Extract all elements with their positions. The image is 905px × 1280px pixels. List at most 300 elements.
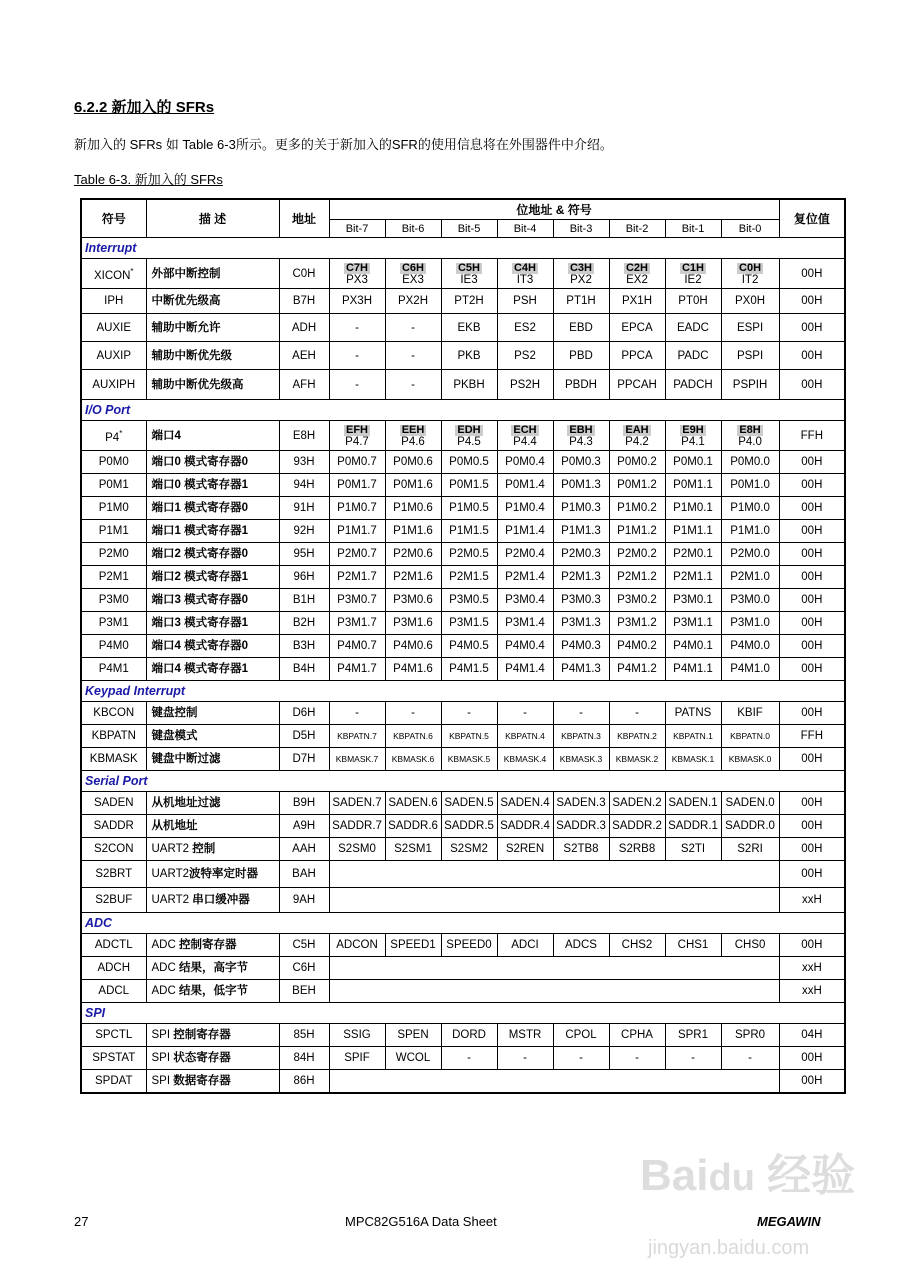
register-addr: 95H (279, 543, 329, 566)
table-row (81, 474, 845, 497)
bit-name: P1M0.3 (561, 502, 601, 514)
register-symbol (81, 1070, 146, 1093)
bit-cell (665, 370, 721, 400)
bit-name: CPHA (621, 1029, 653, 1041)
intro-paragraph: 新加入的 SFRs 如 Table 6-3所示。更多的关于新加入的SFR的使用信息将在外围器件中介绍。 (74, 137, 613, 152)
bit-cell (553, 289, 609, 314)
register-addr: D7H (279, 748, 329, 771)
bit-cell (441, 748, 497, 771)
symbol-text: P2M0 (98, 548, 129, 560)
bit-name: IE2 (684, 273, 702, 286)
bit-cell (665, 314, 721, 342)
bit-name: P3M1.6 (393, 617, 433, 629)
bit-cell (553, 1047, 609, 1070)
bit-name: - (635, 1052, 639, 1064)
bit-name: SADDR.6 (388, 820, 438, 832)
bit-name: - (748, 1052, 752, 1064)
bit-cell (441, 612, 497, 635)
reset-value: 00H (779, 658, 845, 681)
bit-name: PADCH (673, 378, 713, 391)
desc-text: 端口2 模式寄存器1 (151, 571, 248, 583)
bit-name: - (523, 1052, 527, 1064)
header-bit: Bit-7 (329, 220, 385, 238)
bit-cell (385, 370, 441, 400)
desc-prefix: ADC (151, 939, 179, 951)
footer-brand: MEGAWIN (757, 1214, 821, 1229)
page-number: 27 (74, 1214, 89, 1229)
bit-cell (553, 589, 609, 612)
register-desc (146, 543, 279, 566)
bit-cell (609, 259, 665, 289)
bit-cell (721, 370, 779, 400)
bit-cell (553, 474, 609, 497)
bit-name: - (355, 707, 359, 719)
bit-address: EFH (346, 423, 368, 436)
register-addr: C5H (279, 934, 329, 957)
header-bit: Bit-5 (441, 220, 497, 238)
bit-cell (609, 497, 665, 520)
desc-text: 结果，高字节 (178, 962, 248, 974)
bit-cell (721, 815, 779, 838)
bit-name: KBMASK.6 (391, 754, 435, 764)
bit-cell (497, 566, 553, 589)
bit-name: P1M0.6 (393, 502, 433, 514)
bit-address: E8H (739, 423, 761, 436)
bit-cell (329, 370, 385, 400)
desc-text: 辅助中断优先级高 (151, 378, 244, 391)
reset-value: 00H (779, 451, 845, 474)
bit-name: CHS2 (621, 939, 653, 951)
bit-cell (665, 838, 721, 861)
register-addr: B4H (279, 658, 329, 681)
bit-cell (497, 838, 553, 861)
bit-cell (385, 815, 441, 838)
bit-cell (609, 702, 665, 725)
bit-cell (553, 815, 609, 838)
register-symbol (81, 815, 146, 838)
bit-cell (553, 259, 609, 289)
bit-name: P2M1.0 (730, 571, 770, 583)
bit-cell (721, 934, 779, 957)
bit-name: KBIF (737, 707, 763, 719)
bit-cell (721, 289, 779, 314)
bit-cell (609, 289, 665, 314)
register-symbol (81, 543, 146, 566)
bit-name: IE3 (460, 273, 478, 286)
symbol-text: P0M0 (98, 456, 129, 468)
bit-cell (497, 314, 553, 342)
bit-cell (553, 725, 609, 748)
bit-name: PKB (457, 349, 481, 362)
desc-prefix: UART2 (151, 843, 193, 855)
table-row (81, 1024, 845, 1047)
bit-cell (329, 421, 385, 451)
bit-name: P4.0 (738, 435, 762, 448)
reset-value: 00H (779, 1047, 845, 1070)
register-desc (146, 792, 279, 815)
bit-cell (329, 838, 385, 861)
symbol-footnote: * (119, 428, 123, 438)
bit-cell (385, 1024, 441, 1047)
register-addr: 84H (279, 1047, 329, 1070)
bit-cell (721, 1024, 779, 1047)
bit-cell (329, 259, 385, 289)
register-addr: 91H (279, 497, 329, 520)
register-symbol (81, 934, 146, 957)
bit-cell (609, 1047, 665, 1070)
reset-value: xxH (779, 957, 845, 980)
desc-text: 键盘中断过滤 (151, 753, 221, 765)
bit-name: PT1H (566, 295, 596, 307)
bit-name: P3M0.1 (673, 594, 713, 606)
bit-cell (441, 1024, 497, 1047)
bit-cell (553, 838, 609, 861)
bit-name: P1M0.7 (337, 502, 377, 514)
bit-cell (665, 566, 721, 589)
register-desc (146, 815, 279, 838)
register-addr: ADH (279, 314, 329, 342)
symbol-text: P1M0 (98, 502, 129, 514)
bit-cell (609, 451, 665, 474)
register-symbol (81, 1047, 146, 1070)
bit-cell (721, 589, 779, 612)
bit-name: P3M0.6 (393, 594, 433, 606)
desc-text: 控制寄存器 (173, 1029, 231, 1041)
bit-cell (553, 451, 609, 474)
bit-name: P0M0.5 (449, 456, 489, 468)
bit-name: P2M1.5 (449, 571, 489, 583)
bit-cell (385, 702, 441, 725)
bit-name: P4M1.4 (505, 663, 545, 675)
symbol-footnote: * (130, 266, 134, 276)
bit-cell (441, 838, 497, 861)
bit-name: KBPATN.7 (337, 731, 377, 741)
bit-cell (441, 259, 497, 289)
bit-name: - (355, 349, 359, 362)
bit-cell (553, 658, 609, 681)
bit-cell (497, 289, 553, 314)
register-desc (146, 888, 279, 913)
symbol-text: P3M0 (98, 594, 129, 606)
bit-cell (497, 702, 553, 725)
desc-text: 键盘控制 (151, 707, 198, 719)
desc-text: 端口4 (151, 429, 181, 442)
table-row (81, 792, 845, 815)
section-title: ADC (81, 913, 845, 934)
bit-name: PT2H (454, 295, 484, 307)
bit-name: P1M1.6 (393, 525, 433, 537)
bit-name: ES2 (514, 321, 536, 334)
reset-value: 00H (779, 838, 845, 861)
reset-value: 00H (779, 520, 845, 543)
symbol-text: P2M1 (98, 571, 129, 583)
bit-name: P4M1.7 (337, 663, 377, 675)
bit-address: ECH (513, 423, 537, 436)
bit-name: SADEN.3 (556, 797, 606, 809)
bit-cell (329, 589, 385, 612)
bit-cell (497, 543, 553, 566)
bit-cell (721, 792, 779, 815)
register-addr: D6H (279, 702, 329, 725)
bit-cell (385, 748, 441, 771)
bit-name: S2TI (680, 843, 706, 855)
bit-cell (441, 520, 497, 543)
bit-cell (721, 314, 779, 342)
bit-address: E9H (682, 423, 704, 436)
bit-cell (609, 838, 665, 861)
bit-cell (329, 566, 385, 589)
bit-cell (553, 702, 609, 725)
bit-name: P3M0.4 (505, 594, 545, 606)
bit-name: P1M1.4 (505, 525, 545, 537)
bit-address: EBH (569, 423, 593, 436)
symbol-text: P4M0 (98, 640, 129, 652)
desc-text: 辅助中断优先级 (151, 349, 232, 362)
bit-cell (721, 612, 779, 635)
register-symbol (81, 888, 146, 913)
register-desc (146, 259, 279, 289)
bit-name: SADDR.0 (725, 820, 775, 832)
reset-value: 00H (779, 289, 845, 314)
bit-name: P2M0.1 (673, 548, 713, 560)
bit-name: PSH (513, 295, 537, 307)
table-caption: Table 6-3. 新加入的 SFRs (74, 172, 223, 187)
bit-cell (665, 259, 721, 289)
bit-name: PADC (677, 349, 709, 362)
bit-name: P4M0.4 (505, 640, 545, 652)
register-addr: B2H (279, 612, 329, 635)
bit-name: P4.1 (681, 435, 705, 448)
bit-name: - (411, 321, 415, 334)
bit-name: SPEN (397, 1029, 429, 1041)
bit-name: SPEED1 (390, 939, 436, 951)
bit-name: P4.3 (569, 435, 593, 448)
table-row (81, 589, 845, 612)
section-title: SPI (81, 1003, 845, 1024)
bit-cell (329, 474, 385, 497)
bit-cell (329, 543, 385, 566)
register-desc (146, 589, 279, 612)
header-bit: Bit-4 (497, 220, 553, 238)
bit-name: P4.5 (457, 435, 481, 448)
desc-text: 数据寄存器 (173, 1074, 231, 1087)
bits-empty (329, 957, 779, 980)
bit-name: P3M1.0 (730, 617, 770, 629)
bit-name: - (467, 1052, 471, 1064)
bit-name: KBPATN.5 (449, 731, 489, 741)
header-bit: Bit-6 (385, 220, 441, 238)
bit-name: SPEED0 (446, 939, 492, 951)
bit-address: C6H (401, 261, 424, 274)
reset-value: 00H (779, 566, 845, 589)
bit-name: PSPIH (732, 378, 768, 391)
bit-name: P0M0.7 (337, 456, 377, 468)
register-symbol (81, 725, 146, 748)
bit-cell (385, 259, 441, 289)
register-symbol (81, 748, 146, 771)
bit-name: MSTR (508, 1029, 542, 1041)
bit-address: EEH (401, 423, 425, 436)
reset-value: 00H (779, 861, 845, 888)
bit-name: EX2 (626, 273, 648, 286)
symbol-text: AUXIPH (92, 378, 136, 391)
register-symbol (81, 370, 146, 400)
bit-name: P1M0.0 (730, 502, 770, 514)
symbol-text: KBCON (93, 707, 135, 719)
bit-cell (721, 421, 779, 451)
desc-text: 端口3 模式寄存器1 (151, 617, 248, 629)
register-addr: AFH (279, 370, 329, 400)
bit-name: EBD (569, 321, 593, 334)
bit-name: P4M0.5 (449, 640, 489, 652)
desc-text: 外部中断控制 (151, 267, 221, 280)
bit-address: C7H (345, 261, 368, 274)
bit-name: P2M1.3 (561, 571, 601, 583)
symbol-text: S2BUF (95, 894, 133, 906)
bit-name: ADCON (336, 939, 378, 951)
bit-name: P1M1.2 (617, 525, 657, 537)
bit-name: P4M1.6 (393, 663, 433, 675)
bit-name: P2M1.7 (337, 571, 377, 583)
reset-value: 00H (779, 370, 845, 400)
symbol-text: SPDAT (95, 1074, 133, 1087)
bit-cell (441, 658, 497, 681)
bit-name: P4M1.2 (617, 663, 657, 675)
bit-name: P1M1.7 (337, 525, 377, 537)
bit-cell (497, 474, 553, 497)
bit-cell (385, 658, 441, 681)
bit-cell (441, 635, 497, 658)
bit-cell (441, 725, 497, 748)
section-title: Keypad Interrupt (81, 681, 845, 702)
register-desc (146, 342, 279, 370)
table-row (81, 861, 845, 888)
bit-cell (609, 520, 665, 543)
register-desc (146, 566, 279, 589)
bit-name: P4M0.0 (730, 640, 770, 652)
register-addr: AEH (279, 342, 329, 370)
bit-cell (553, 748, 609, 771)
table-row (81, 934, 845, 957)
bit-cell (665, 1024, 721, 1047)
symbol-text: SADEN (93, 797, 134, 809)
bit-name: - (411, 349, 415, 362)
bit-name: KBMASK.5 (447, 754, 491, 764)
section-row (81, 913, 845, 934)
header-bit: Bit-3 (553, 220, 609, 238)
symbol-text: KBPATN (91, 730, 136, 742)
bit-name: - (635, 707, 639, 719)
desc-prefix: SPI (151, 1052, 174, 1064)
bit-name: KBPATN.1 (673, 731, 713, 741)
table-row (81, 1047, 845, 1070)
register-addr: B1H (279, 589, 329, 612)
bit-cell (329, 289, 385, 314)
bit-cell (665, 635, 721, 658)
bit-name: SPR0 (735, 1029, 766, 1041)
bit-address: C0H (739, 261, 762, 274)
bit-cell (497, 635, 553, 658)
bit-name: PATNS (674, 707, 712, 719)
bit-cell (385, 566, 441, 589)
bit-name: P3M1.3 (561, 617, 601, 629)
bit-cell (721, 451, 779, 474)
section-title: I/O Port (81, 400, 845, 421)
bit-name: P2M0.5 (449, 548, 489, 560)
bit-cell (553, 314, 609, 342)
register-desc (146, 725, 279, 748)
bit-name: KBMASK.3 (559, 754, 603, 764)
desc-prefix: UART2 (151, 868, 189, 880)
table-row (81, 957, 845, 980)
bit-name: P0M0.6 (393, 456, 433, 468)
bit-name: PX3 (346, 273, 368, 286)
table-row (81, 451, 845, 474)
bit-name: P3M0.0 (730, 594, 770, 606)
bit-cell (665, 497, 721, 520)
bit-cell (497, 725, 553, 748)
bit-name: P4.7 (345, 435, 369, 448)
bit-cell (497, 589, 553, 612)
bit-name: P3M1.2 (617, 617, 657, 629)
bit-name: IT3 (516, 273, 534, 286)
bit-cell (721, 342, 779, 370)
bit-name: P4M0.2 (617, 640, 657, 652)
desc-text: 辅助中断允许 (151, 321, 221, 334)
register-symbol (81, 612, 146, 635)
bit-name: P3M0.7 (337, 594, 377, 606)
reset-value: 00H (779, 543, 845, 566)
register-symbol (81, 520, 146, 543)
bit-name: KBMASK.7 (335, 754, 379, 764)
bit-name: SADEN.4 (500, 797, 550, 809)
bit-cell (665, 702, 721, 725)
bit-cell (609, 589, 665, 612)
desc-text: 控制 (192, 843, 216, 855)
register-symbol (81, 289, 146, 314)
bit-cell (441, 370, 497, 400)
bit-cell (609, 792, 665, 815)
register-addr: 9AH (279, 888, 329, 913)
register-symbol (81, 635, 146, 658)
bit-cell (609, 421, 665, 451)
symbol-text: IPH (104, 295, 124, 307)
bit-name: S2SM1 (394, 843, 432, 855)
table-row (81, 289, 845, 314)
register-addr: 85H (279, 1024, 329, 1047)
bit-name: PPCAH (617, 378, 657, 391)
table-row (81, 838, 845, 861)
header-row (81, 199, 845, 220)
bit-name: WCOL (395, 1052, 431, 1064)
bit-cell (497, 934, 553, 957)
register-desc (146, 314, 279, 342)
register-desc (146, 702, 279, 725)
bit-cell (553, 370, 609, 400)
bit-name: P4M1.0 (730, 663, 770, 675)
bit-name: S2SM0 (338, 843, 376, 855)
register-desc (146, 289, 279, 314)
bit-name: P0M0.1 (673, 456, 713, 468)
register-desc (146, 520, 279, 543)
register-addr: BEH (279, 980, 329, 1003)
header-addr: 地址 (279, 199, 329, 238)
bit-cell (441, 314, 497, 342)
bit-cell (329, 497, 385, 520)
bit-name: P4.4 (513, 435, 537, 448)
bit-cell (553, 497, 609, 520)
bit-cell (329, 815, 385, 838)
